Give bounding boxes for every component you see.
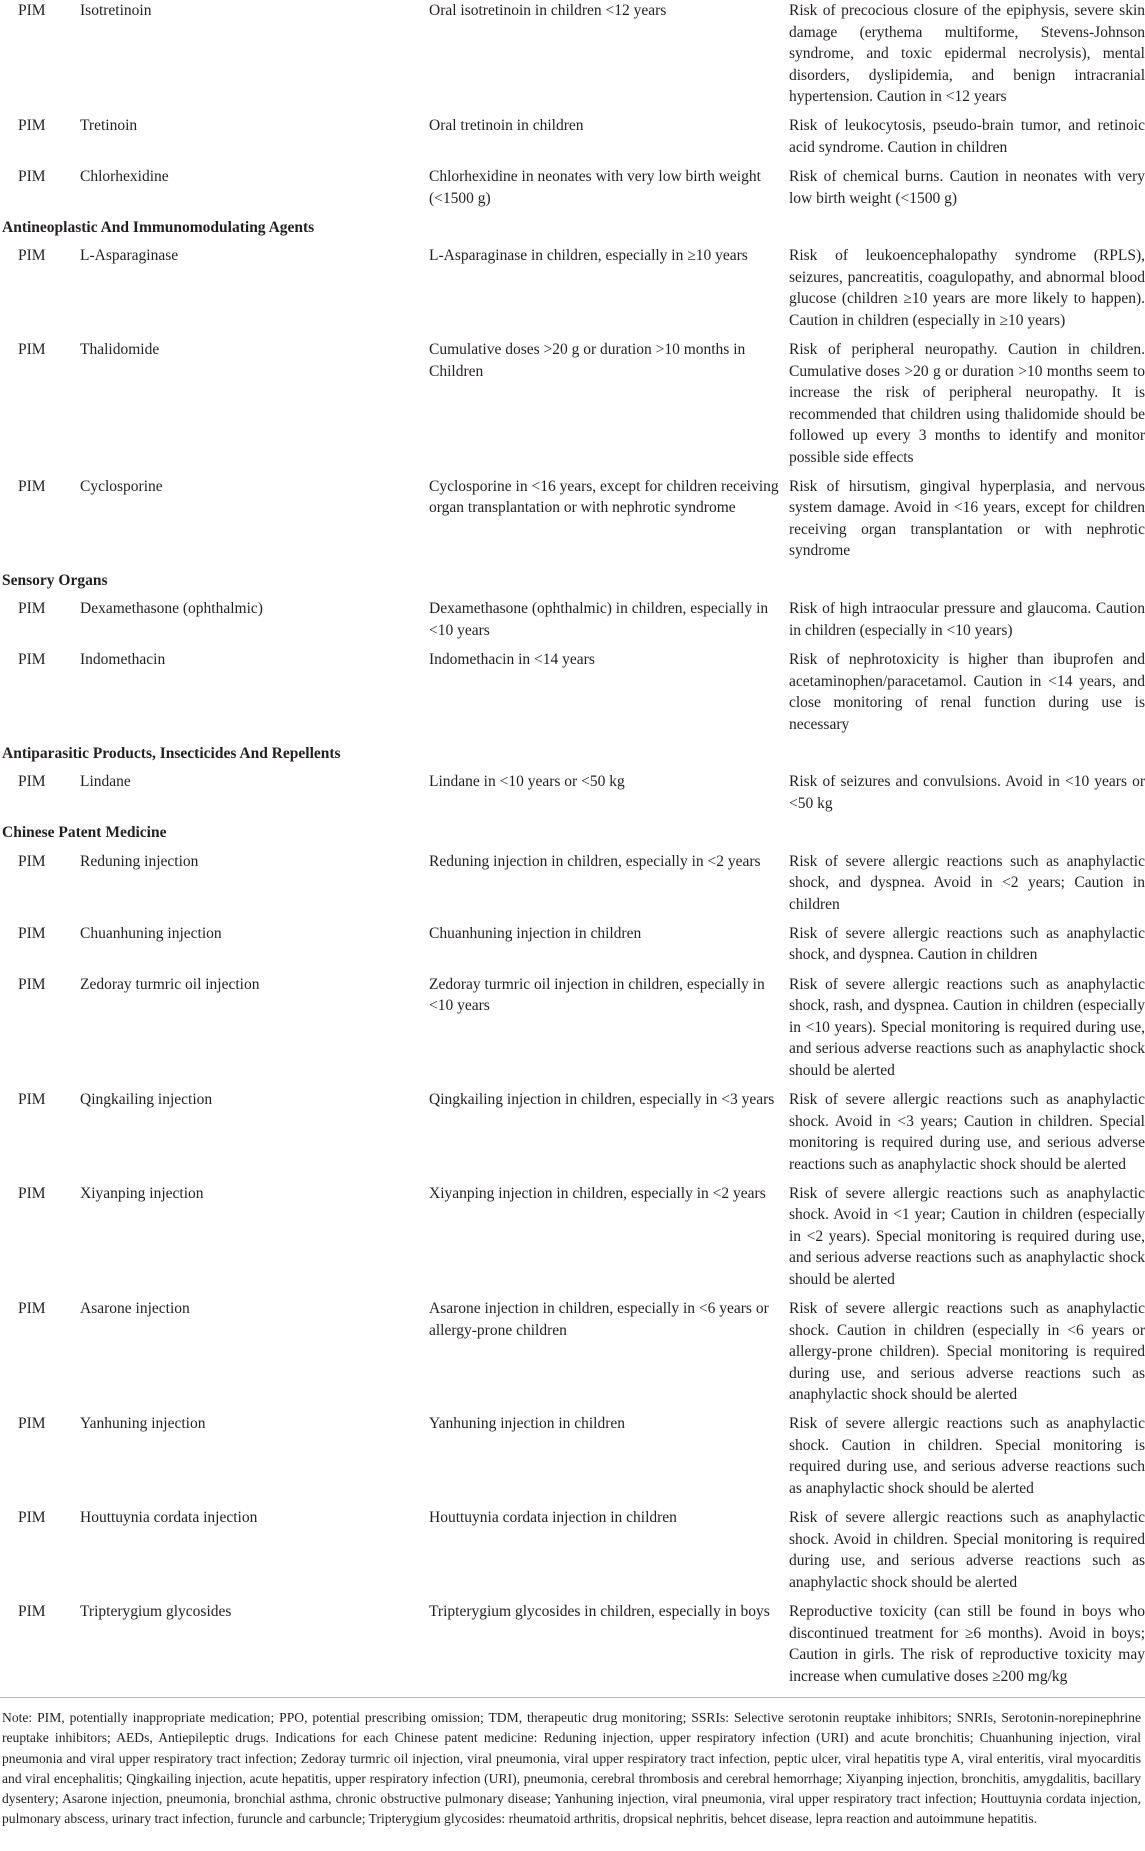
risk-rationale-cell: Reproductive toxicity (can still be found in boys who discontinued treatment for ≥6 months). Avoid in boys; Caution in girls. The risk of reproductive toxicity may increase when cumulative doses ≥200 mg/kg <box>789 1603 1145 1685</box>
table-row <box>0 0 1145 115</box>
drug-name-cell: Thalidomide <box>80 341 160 359</box>
classification-cell: PIM <box>18 600 46 618</box>
table-row <box>0 1601 1145 1695</box>
table-row <box>0 1507 1145 1601</box>
risk-rationale-cell: Risk of hirsutism, gingival hyperplasia, and nervous system damage. Avoid in <16 years, except for children receiving organ transplantation or with nephrotic syndrome <box>789 477 1145 560</box>
drug-name-cell: Xiyanping injection <box>80 1184 204 1202</box>
criterion-cell: Tripterygium glycosides in children, especially in boys <box>429 1603 770 1621</box>
classification-cell: PIM <box>18 1509 46 1527</box>
section-heading-row <box>0 743 1145 772</box>
criterion-cell: Indomethacin in <14 years <box>429 651 595 669</box>
section-heading-row <box>0 822 1145 851</box>
classification-cell: PIM <box>18 924 46 942</box>
section-heading <box>0 743 1145 772</box>
risk-rationale-cell: Risk of nephrotoxicity is higher than ibuprofen and acetaminophen/paracetamol. Caution in <14 years, and close monitoring of renal function during use is necessary <box>789 651 1145 733</box>
classification-cell: PIM <box>18 168 46 186</box>
table-row <box>0 851 1145 923</box>
classification-cell: PIM <box>18 247 46 265</box>
section-heading-label: Antineoplastic And Immunomodulating Agents <box>2 218 315 236</box>
classification-cell: PIM <box>18 1091 46 1109</box>
section-heading-label: Antiparasitic Products, Insecticides And Repellents <box>2 744 341 762</box>
drug-name-cell: Yanhuning injection <box>80 1415 206 1433</box>
criterion-cell: Dexamethasone (ophthalmic) in children, especially in <10 years <box>429 600 769 639</box>
classification-cell: PIM <box>18 117 46 135</box>
drug-name-cell: Cyclosporine <box>80 477 163 495</box>
table-row <box>0 1413 1145 1507</box>
risk-rationale-cell: Risk of leukocytosis, pseudo-brain tumor, and retinoic acid syndrome. Caution in children <box>789 117 1145 156</box>
risk-rationale-cell: Risk of severe allergic reactions such as anaphylactic shock. Caution in children. Special monitoring is required during use, and serious adverse reactions such as anaphylactic shock should be alerted <box>789 1415 1145 1497</box>
section-heading-label: Sensory Organs <box>2 571 108 589</box>
risk-rationale-cell: Risk of peripheral neuropathy. Caution in children. Cumulative doses >20 g or duration >10 months seem to increase the risk of peripheral neuropathy. It is recommended that children using thalidomide should be followed up every 3 months to identify and monitor possible side effects <box>789 341 1145 466</box>
drug-name-cell: Tripterygium glycosides <box>80 1603 232 1621</box>
drug-name-cell: Dexamethasone (ophthalmic) <box>80 600 263 618</box>
drug-name-cell: Tretinoin <box>80 117 138 135</box>
classification-cell: PIM <box>18 2 46 19</box>
table-row <box>0 1089 1145 1183</box>
section-heading <box>0 822 1145 851</box>
classification-cell: PIM <box>18 852 46 870</box>
risk-rationale-cell: Risk of chemical burns. Caution in neonates with very low birth weight (<1500 g) <box>789 168 1145 207</box>
classification-cell: PIM <box>18 975 46 993</box>
drug-name-cell: Indomethacin <box>80 651 166 669</box>
risk-rationale-cell: Risk of severe allergic reactions such as anaphylactic shock. Caution in children (especially in <6 years or allergy-prone children). Special monitoring is required during use, and serious adverse reactions such as anaphylactic shock should be alerted <box>789 1300 1145 1404</box>
criterion-cell: Cyclosporine in <16 years, except for children receiving organ transplantation or with nephrotic syndrome <box>429 477 779 517</box>
risk-rationale-cell: Risk of severe allergic reactions such as anaphylactic shock, and dyspnea. Caution in children <box>789 924 1145 964</box>
section-heading-row <box>0 217 1145 246</box>
criterion-cell: Houttuynia cordata injection in children <box>429 1509 677 1527</box>
section-heading-label: Chinese Patent Medicine <box>2 824 167 842</box>
table-row <box>0 974 1145 1089</box>
criterion-cell: Asarone injection in children, especially in <6 years or allergy-prone children <box>429 1300 769 1339</box>
section-heading <box>0 217 1145 246</box>
table-row <box>0 245 1145 339</box>
classification-cell: PIM <box>18 773 46 791</box>
risk-rationale-cell: Risk of severe allergic reactions such as anaphylactic shock, and dyspnea. Avoid in <2 years; Caution in children <box>789 852 1145 913</box>
table-row <box>0 598 1145 649</box>
classification-cell: PIM <box>18 477 46 495</box>
drug-name-cell: Asarone injection <box>80 1300 190 1318</box>
risk-rationale-cell: Risk of high intraocular pressure and glaucoma. Caution in children (especially in <10 years) <box>789 600 1145 639</box>
table-row <box>0 923 1145 974</box>
risk-rationale-cell: Risk of severe allergic reactions such as anaphylactic shock. Avoid in <1 year; Caution in children (especially in <2 years). Special monitoring is required during use, and serious adverse reactions such as anaphylactic shock should be alerted <box>789 1184 1145 1288</box>
risk-rationale-cell: Risk of severe allergic reactions such as anaphylactic shock, rash, and dyspnea. Caution in children (especially in <10 years). Special monitoring is required during use, and serious adverse reactions such as anaphylactic shock should be alerted <box>789 975 1145 1079</box>
table-row <box>0 339 1145 476</box>
table-row <box>0 166 1145 217</box>
risk-rationale-cell: Risk of seizures and convulsions. Avoid in <10 years or <50 kg <box>789 773 1145 812</box>
criterion-cell: Cumulative doses >20 g or duration >10 months in Children <box>429 341 746 380</box>
drug-name-cell: Qingkailing injection <box>80 1091 213 1109</box>
criterion-cell: Reduning injection in children, especially in <2 years <box>429 852 761 870</box>
drug-name-cell: Isotretinoin <box>80 2 152 19</box>
table-row <box>0 1183 1145 1298</box>
drug-name-cell: Lindane <box>80 773 131 791</box>
drug-name-cell: Reduning injection <box>80 852 199 870</box>
table-row <box>0 1298 1145 1413</box>
drug-name-cell: Chuanhuning injection <box>80 924 222 942</box>
criterion-cell: Zedoray turmric oil injection in children, especially in <10 years <box>429 975 765 1015</box>
drug-name-cell: L-Asparaginase <box>80 247 179 265</box>
table-row <box>0 771 1145 822</box>
drug-name-cell: Houttuynia cordata injection <box>80 1509 258 1527</box>
classification-cell: PIM <box>18 1603 46 1621</box>
table-row <box>0 115 1145 166</box>
classification-cell: PIM <box>18 1415 46 1433</box>
criterion-cell: Yanhuning injection in children <box>429 1415 626 1433</box>
criterion-cell: L-Asparaginase in children, especially in ≥10 years <box>429 247 748 265</box>
section-heading <box>0 570 1145 599</box>
classification-cell: PIM <box>18 1184 46 1202</box>
criterion-cell: Xiyanping injection in children, especially in <2 years <box>429 1184 766 1202</box>
criterion-cell: Lindane in <10 years or <50 kg <box>429 773 625 791</box>
classification-cell: PIM <box>18 651 46 669</box>
criterion-cell: Chlorhexidine in neonates with very low birth weight (<1500 g) <box>429 168 761 207</box>
section-heading-row <box>0 570 1145 599</box>
risk-rationale-cell: Risk of severe allergic reactions such as anaphylactic shock. Avoid in <3 years; Caution in children. Special monitoring is required during use, and serious adverse reactions such as anaphylactic shock should be alerted <box>789 1091 1145 1173</box>
classification-cell: PIM <box>18 341 46 359</box>
table-row <box>0 649 1145 743</box>
criterion-cell: Chuanhuning injection in children <box>429 924 642 942</box>
drug-name-cell: Zedoray turmric oil injection <box>80 975 260 993</box>
risk-rationale-cell: Risk of severe allergic reactions such as anaphylactic shock. Avoid in children. Special monitoring is required during use, and serious adverse reactions such as anaphylactic shock should be alerted <box>789 1509 1145 1591</box>
table-footnote-divider <box>0 1697 1145 1698</box>
classification-cell: PIM <box>18 1300 46 1318</box>
criterion-cell: Oral isotretinoin in children <12 years <box>429 2 667 19</box>
risk-rationale-cell: Risk of leukoencephalopathy syndrome (RPLS), seizures, pancreatitis, coagulopathy, and abnormal blood glucose (children ≥10 years are more likely to happen). Caution in children (especially in ≥10 years) <box>789 247 1145 329</box>
table-footnote: Note: PIM, potentially inappropriate medication; PPO, potential prescribing omission; TDM, therapeutic drug monitoring; SSRIs: Selective serotonin reuptake inhibitors; SNRIs, Serotonin-norepinephrine reuptake inhibitors; AEDs, Antiepileptic drugs. Indications for each Chinese patent medicine: Reduning injection, upper respiratory infection (URI) and acute bronchitis; Chuanhuning injection, viral pneumonia and viral upper respiratory tract infection; Zedoray turmric oil injection, viral pneumonia, viral upper respiratory tract infection, peptic ulcer, viral hepatitis type A, viral enteritis, viral myocarditis and viral encephalitis; Qingkailing injection, acute hepatitis, upper respiratory infection (URI), pneumonia, cerebral thrombosis and cerebral hemorrhage; Xiyanping injection, bronchitis, amygdalitis, bacillary dysentery; Asarone injection, pneumonia, bronchial asthma, chronic obstructive pulmonary disease; Yanhuning injection, viral pneumonia, viral upper respiratory tract infection; Houttuynia cordata injection, pulmonary abscess, urinary tract infection, furuncle and carbuncle; Tripterygium glycosides: rheumatoid arthritis, dropsical nephritis, behcet disease, lepra reaction and autoimmune hepatitis. <box>2 1710 1141 1827</box>
criterion-cell: Qingkailing injection in children, especially in <3 years <box>429 1091 775 1109</box>
table-row <box>0 476 1145 570</box>
drug-name-cell: Chlorhexidine <box>80 168 169 186</box>
risk-rationale-cell: Risk of precocious closure of the epiphysis, severe skin damage (erythema multiforme, Stevens-Johnson syndrome, and toxic epidermal necrolysis), mental disorders, dyslipidemia, and benign intracranial hypertension. Caution in <12 years <box>789 2 1145 105</box>
criterion-cell: Oral tretinoin in children <box>429 117 584 135</box>
